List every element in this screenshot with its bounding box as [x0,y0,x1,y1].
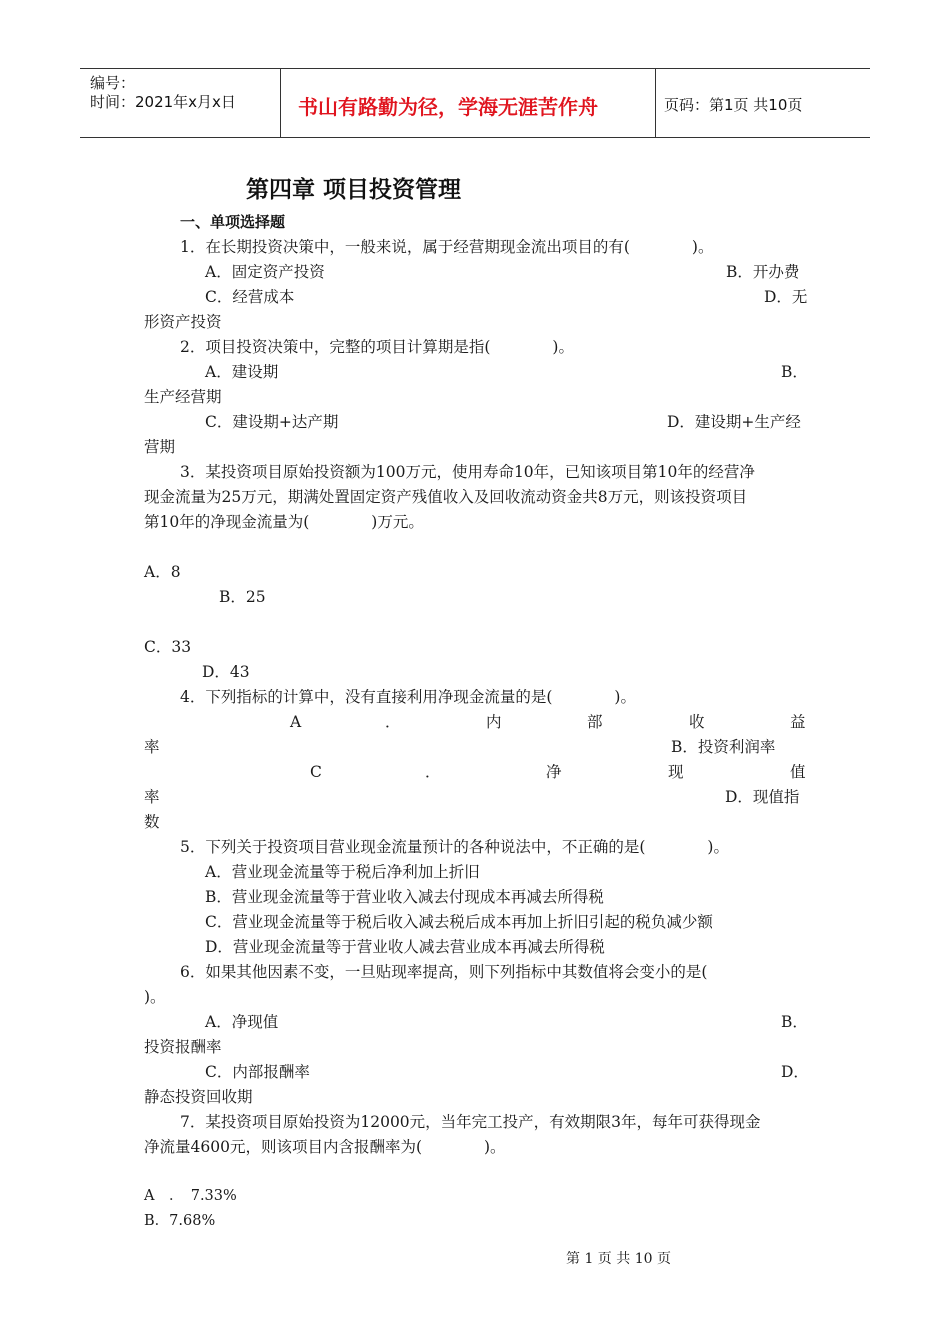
header-divider [655,69,656,137]
q3-option-d: D．43 [202,663,250,681]
q6-option-d-cont: 静态投资回收期 [144,1088,253,1106]
q3-stem-line2: 现金流量为25万元，期满处置固定资产残值收入及回收流动资金共8万元，则该投资项目 [144,488,748,506]
q1-option-a: A．固定资产投资 [205,263,325,281]
q4-option-a-char: 收 [689,713,705,731]
q7-stem-line1: 7．某投资项目原始投资为12000元，当年完工投产，有效期限3年，每年可获得现金 [180,1113,761,1131]
q5-option-a: A．营业现金流量等于税后净利加上折旧 [205,863,480,881]
q4-option-a-cont: 率 [144,738,160,756]
q4-option-a-char: 内 [486,713,502,731]
q7-option-b: B．7.68% [144,1213,216,1229]
q5-stem: 5．下列关于投资项目营业现金流量预计的各种说法中，不正确的是( )。 [180,838,729,856]
q3-option-c: C．33 [144,638,192,656]
doc-number-label: 编号： [90,74,136,92]
q4-option-c-char: 净 [546,763,562,781]
q1-option-d-cont: 形资产投资 [144,313,222,331]
header-motto: 书山有路勤为径，学海无涯苦作舟 [298,95,598,119]
q2-option-d-cont: 营期 [144,438,176,456]
q4-option-d-cont: 数 [144,813,160,831]
q4-option-d: D．现值指 [725,788,800,806]
q2-stem: 2．项目投资决策中，完整的项目计算期是指( )。 [180,338,574,356]
q4-stem: 4．下列指标的计算中，没有直接利用净现金流量的是( )。 [180,688,636,706]
q2-option-a: A．建设期 [205,363,279,381]
q4-option-a-char: A [290,713,302,731]
q4-option-c-char: 现 [668,763,684,781]
chapter-title: 第四章 项目投资管理 [246,177,462,203]
header-divider [280,69,281,137]
header-page-code: 页码：第1页 共10页 [664,96,803,114]
q6-option-b: B． [781,1013,808,1031]
section-title: 一、单项选择题 [180,213,286,231]
q6-option-b-cont: 投资报酬率 [144,1038,222,1056]
q4-option-b: B．投资利润率 [671,738,776,756]
q7-option-a: A ． 7.33% [144,1188,237,1204]
q4-option-a-char: ． [385,713,401,731]
q2-option-c: C．建设期+达产期 [205,413,339,431]
q6-stem-line1: 6．如果其他因素不变，一旦贴现率提高，则下列指标中其数值将会变小的是( [180,963,708,981]
q6-option-d: D． [781,1063,809,1081]
q6-option-c: C．内部报酬率 [205,1063,310,1081]
q3-option-b: B．25 [219,588,266,606]
q5-option-c: C．营业现金流量等于税后收入减去税后成本再加上折旧引起的税负减少额 [205,913,713,931]
q1-option-b: B．开办费 [726,263,800,281]
q4-option-c-char: C [310,763,322,781]
q4-option-c-char: ． [425,763,441,781]
q6-option-a: A．净现值 [205,1013,279,1031]
q1-option-c: C．经营成本 [205,288,295,306]
doc-time-label: 时间：2021年x月x日 [90,93,236,111]
q4-option-a-char: 益 [790,713,806,731]
q4-option-c-char: 值 [790,763,806,781]
q4-option-a-char: 部 [587,713,603,731]
q5-option-b: B．营业现金流量等于营业收入减去付现成本再减去所得税 [205,888,604,906]
q5-option-d: D．营业现金流量等于营业收人减去营业成本再减去所得税 [205,938,605,956]
q2-option-d: D．建设期+生产经 [667,413,801,431]
q3-stem-line3: 第10年的净现金流量为( )万元。 [144,513,424,531]
q1-option-d: D．无 [764,288,808,306]
q7-stem-line2: 净流量4600元，则该项目内含报酬率为( )。 [144,1138,506,1156]
page-footer: 第 1 页 共 10 页 [566,1251,671,1267]
q3-option-a: A．8 [144,563,181,581]
q2-option-b-cont: 生产经营期 [144,388,222,406]
q3-stem-line1: 3．某投资项目原始投资额为100万元，使用寿命10年，已知该项目第10年的经营净 [180,463,755,481]
q1-stem: 1．在长期投资决策中，一般来说，属于经营期现金流出项目的有( )。 [180,238,714,256]
q6-stem-line2: )。 [144,988,166,1006]
q4-option-c-cont: 率 [144,788,160,806]
q2-option-b: B． [781,363,808,381]
